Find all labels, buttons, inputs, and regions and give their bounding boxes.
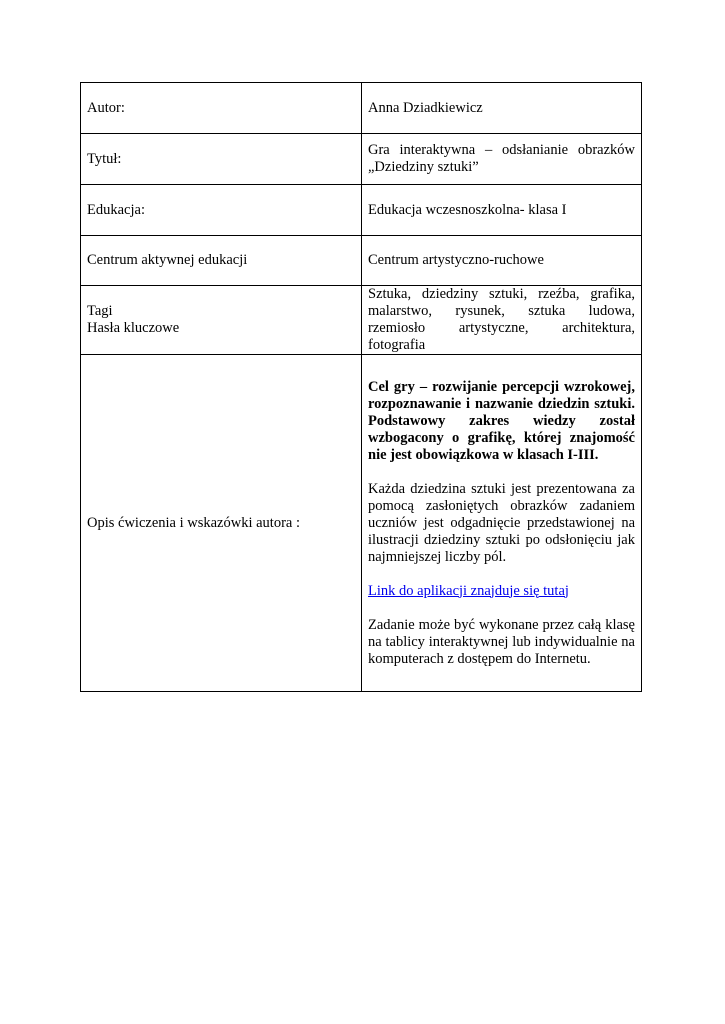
centrum-value: Centrum artystyczno-ruchowe <box>362 236 642 286</box>
row-autor <box>81 83 642 134</box>
info-table <box>80 82 642 692</box>
row-tytul <box>81 134 642 185</box>
opis-description: Każda dziedzina sztuki jest prezentowana za pomocą zasłoniętych obrazków zadaniem uczniów jest odgadnięcie przedstawionej na ilustracji dziedziny sztuki po odsłonięciu jak najmniejszej liczby pól. <box>368 480 635 565</box>
tagi-label-line1: Tagi <box>87 303 113 319</box>
opis-label: Opis ćwiczenia i wskazówki autora : <box>81 355 362 692</box>
edukacja-value: Edukacja wczesnoszkolna- klasa I <box>362 185 642 236</box>
row-opis <box>81 355 642 692</box>
autor-value: Anna Dziadkiewicz <box>362 83 642 134</box>
row-centrum <box>81 236 642 286</box>
tagi-value: Sztuka, dziedziny sztuki, rzeźba, grafika, malarstwo, rysunek, sztuka ludowa, rzemiosło artystyczne, architektura, fotografia <box>362 286 642 355</box>
row-tagi <box>81 286 642 355</box>
centrum-label: Centrum aktywnej edukacji <box>81 236 362 286</box>
opis-task: Zadanie może być wykonane przez całą klasę na tablicy interaktywnej lub indywidualnie na komputerach z dostępem do Internetu. <box>368 616 635 667</box>
opis-goal: Cel gry – rozwijanie percepcji wzrokowej, rozpoznawanie i nazwanie dziedzin sztuki. Podstawowy zakres wiedzy został wzbogacony o grafikę, której znajomość nie jest obowiązkowa w klasach I-III. <box>368 378 635 463</box>
opis-value <box>362 355 642 692</box>
autor-label: Autor: <box>81 83 362 134</box>
edukacja-label: Edukacja: <box>81 185 362 236</box>
app-link[interactable]: Link do aplikacji znajduje się tutaj <box>368 582 569 599</box>
tytul-value: Gra interaktywna – odsłanianie obrazków „Dziedziny sztuki” <box>362 134 642 185</box>
tagi-label-line2: Hasła kluczowe <box>87 320 180 336</box>
row-edukacja <box>81 185 642 236</box>
tagi-label <box>81 286 362 355</box>
tytul-label: Tytuł: <box>81 134 362 185</box>
